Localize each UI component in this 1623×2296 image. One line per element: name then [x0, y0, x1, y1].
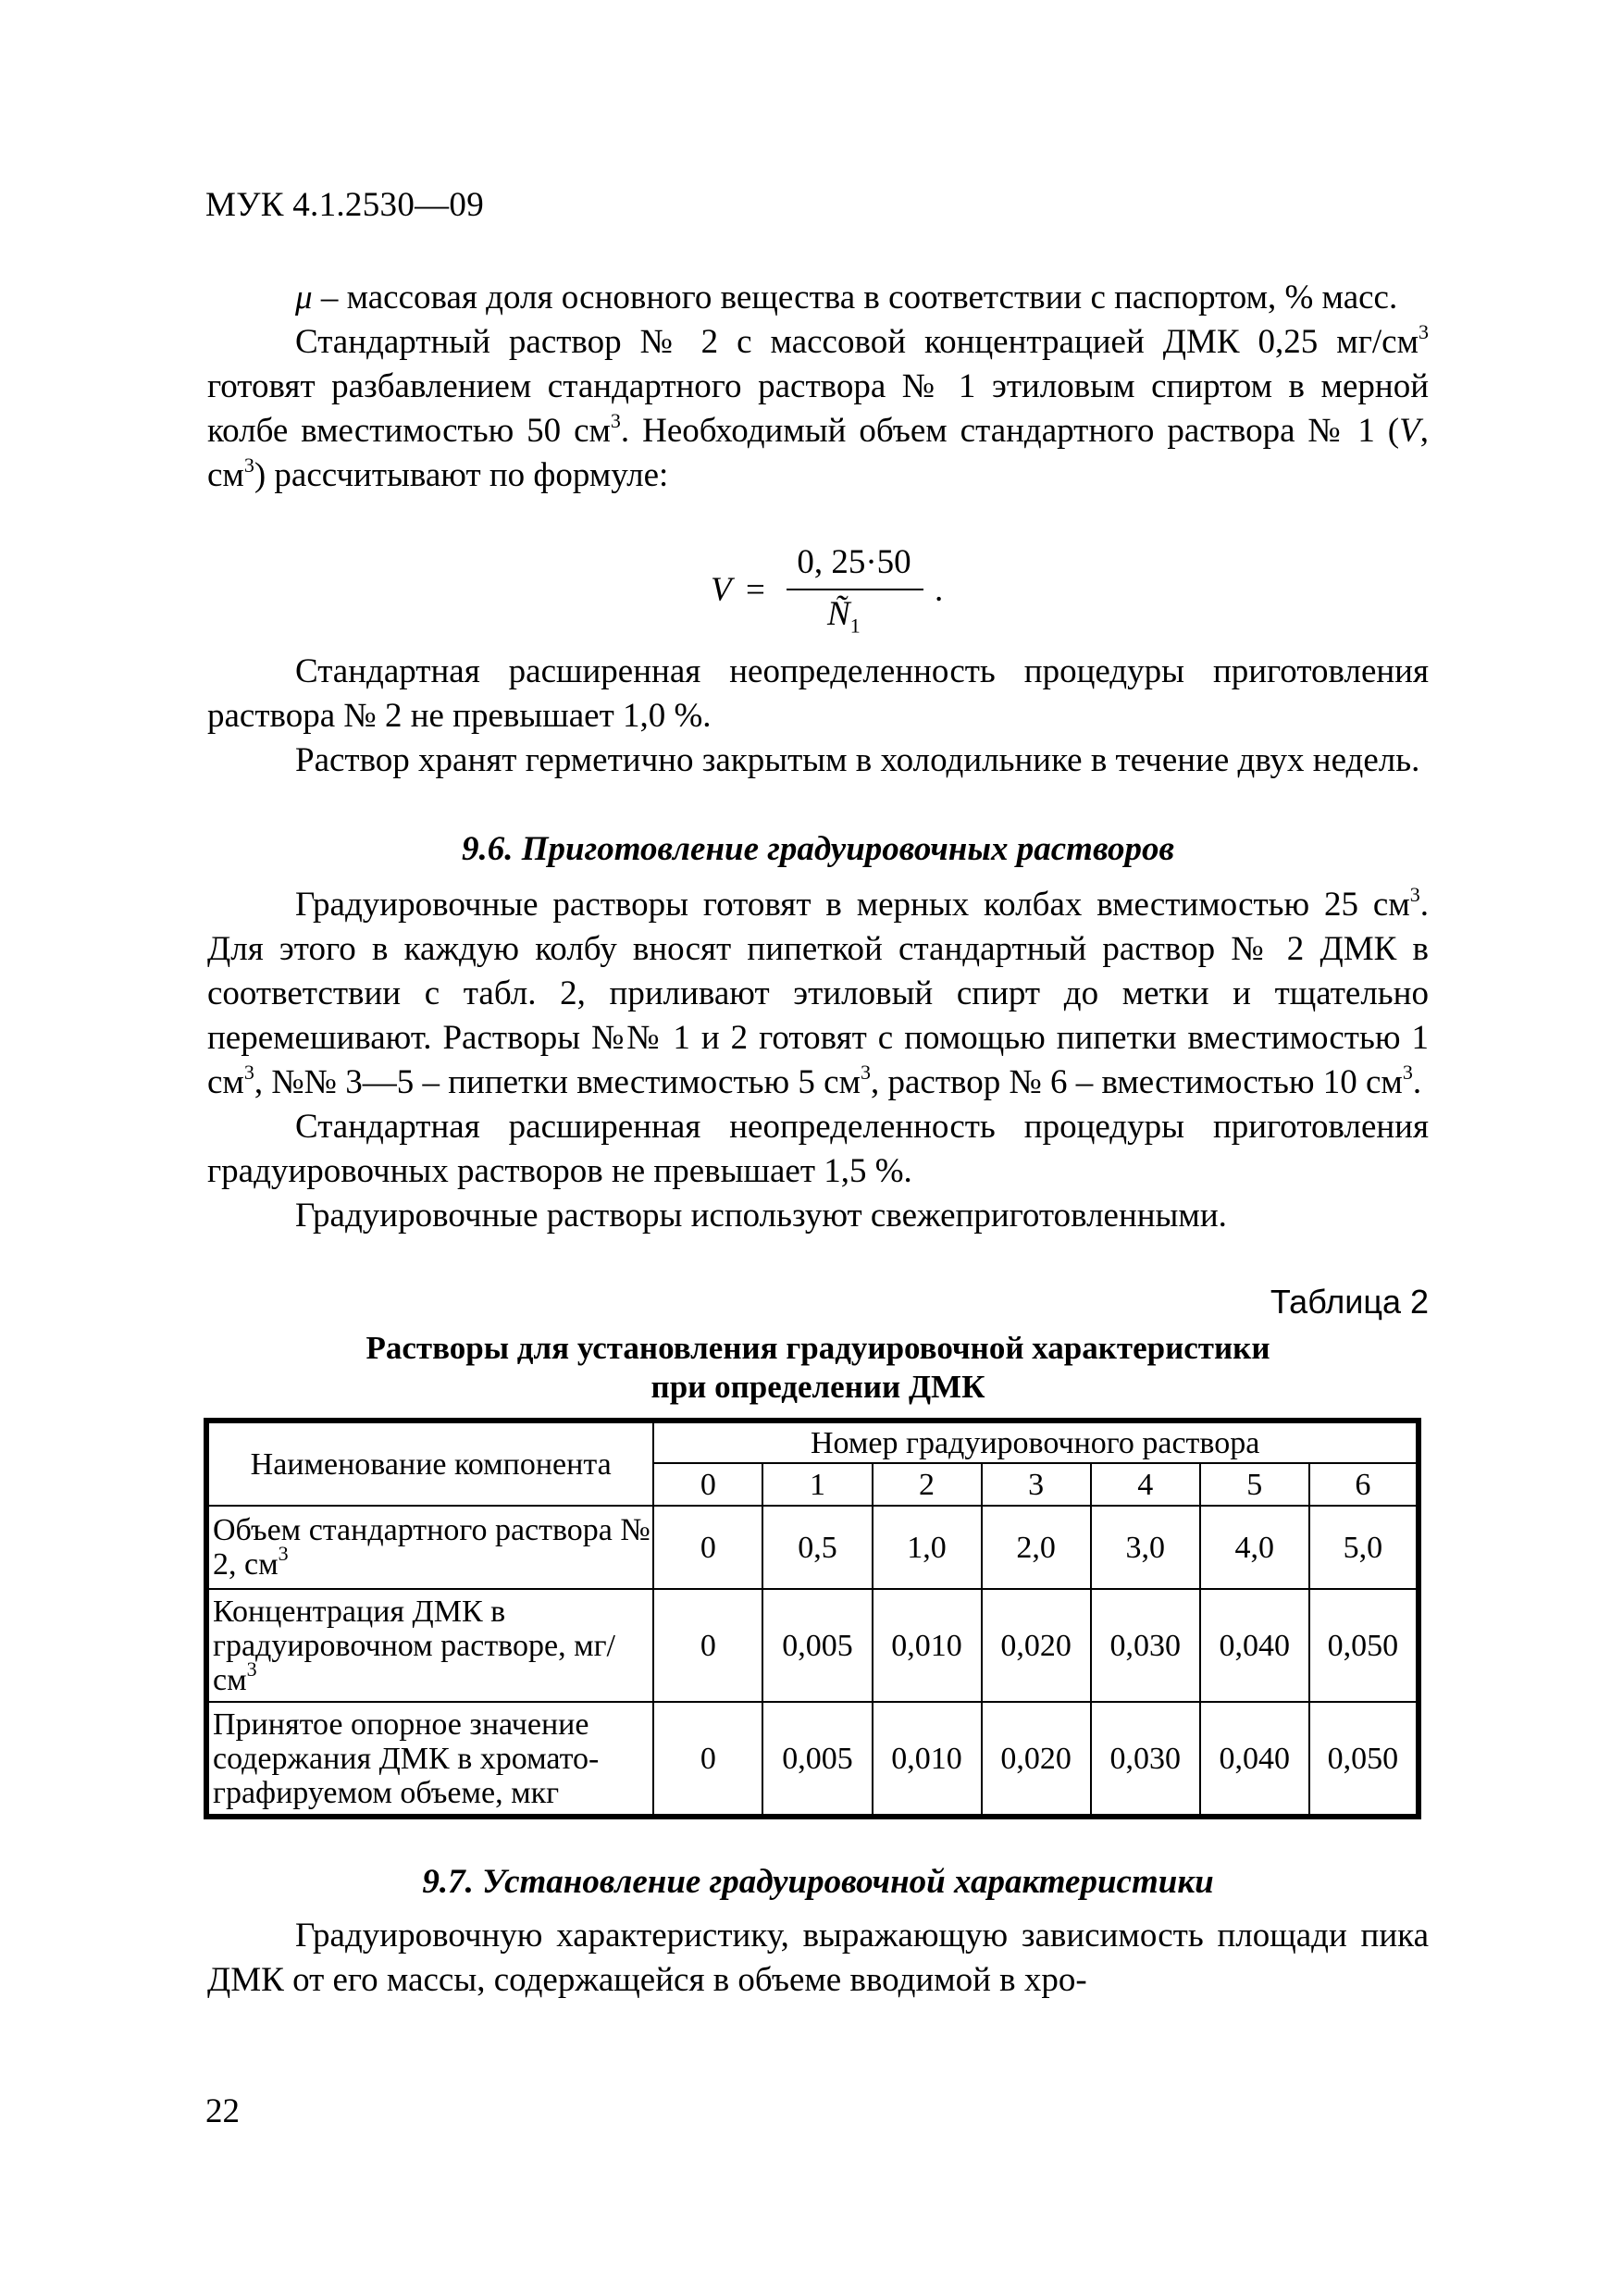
table-cell: 0,005 — [762, 1702, 872, 1817]
table-row-label — [206, 1589, 653, 1702]
body-text-top — [207, 276, 1429, 498]
table-cell: 0,030 — [1091, 1702, 1200, 1817]
table-row — [206, 1702, 1419, 1817]
row-label-sup: 3 — [278, 1542, 289, 1565]
table-number-cell: 2 — [873, 1463, 982, 1506]
table-number-cell: 1 — [762, 1463, 872, 1506]
table-cell: 0,040 — [1200, 1702, 1309, 1817]
table-number-cell: 6 — [1309, 1463, 1419, 1506]
body-text-bottom — [207, 1914, 1429, 2003]
std2-sup-1: 3 — [1419, 320, 1429, 343]
section-heading-9-7: 9.7. Установление градуировочной характеристики — [422, 1863, 1214, 1901]
row-label-text: Концентрация ДМК в градуировочном растворе, мг/см — [213, 1594, 615, 1697]
table-cell: 0,050 — [1309, 1702, 1419, 1817]
table-row — [206, 1589, 1419, 1702]
paragraph-uncertainty-2: Стандартная расширенная неопределенность процедуры приготовления градуировочных растворов не превышает 1,5 %. — [207, 1108, 1429, 1190]
std2-text-3: . Необходимый объем стандартного раствора № 1 ( — [620, 412, 1400, 450]
table-number-cell: 5 — [1200, 1463, 1309, 1506]
table-cell: 0 — [653, 1589, 762, 1702]
std2-text-1: Стандартный раствор № 2 с массовой концентрацией ДМК 0,25 мг/см — [295, 323, 1419, 361]
table-cell: 1,0 — [873, 1506, 982, 1589]
formula — [711, 542, 951, 644]
grad-text-1: Градуировочные растворы готовят в мерных колбах вместимостью 25 см — [295, 886, 1410, 924]
table-row-label — [206, 1702, 653, 1817]
std2-text-2: готовят разбавлением стандартного раствора № 1 этиловым спиртом в мерной колбе вместимостью 50 см — [207, 367, 1429, 450]
formula-denominator-symbol: Ñ — [827, 595, 850, 633]
paragraph-calibration: Градуировочную характеристику, выражающую зависимость площади пика ДМК от его массы, содержащейся в объеме вводимой в хро- — [207, 1917, 1429, 1999]
grad-text-2: . Для этого в каждую колбу вносят пипеткой стандартный раствор № 2 ДМК в соответствии с табл. 2, приливают этиловый спирт до метки и тщательно перемешивают. Растворы №№ 1 и 2 готовят с помощью пипетки вместимостью 1 см — [207, 886, 1429, 1101]
calibration-table — [204, 1418, 1421, 1819]
document-header: МУК 4.1.2530—09 — [205, 186, 485, 224]
formula-tail: . — [935, 571, 944, 609]
table-number-cell: 3 — [982, 1463, 1091, 1506]
table-title-line-2: при определении ДМК — [650, 1369, 985, 1405]
table-cell: 0,010 — [873, 1702, 982, 1817]
grad-sup-3: 3 — [861, 1061, 871, 1084]
table-title-line-1: Растворы для установления градуировочной характеристики — [365, 1330, 1270, 1366]
std2-text-4: , см — [207, 412, 1429, 494]
formula-denominator-sub: 1 — [849, 614, 861, 638]
table-title — [207, 1329, 1429, 1407]
table-header-component: Наименование компонента — [206, 1421, 653, 1506]
formula-fraction-bar — [787, 589, 923, 590]
table-cell: 3,0 — [1091, 1506, 1200, 1589]
grad-text-5: . — [1412, 1063, 1422, 1101]
std2-var-v: V — [1399, 412, 1420, 450]
grad-sup-1: 3 — [1409, 883, 1420, 906]
formula-denominator — [827, 594, 861, 638]
grad-sup-2: 3 — [243, 1061, 254, 1084]
body-text-middle — [207, 650, 1429, 783]
table-number-cell: 4 — [1091, 1463, 1200, 1506]
paragraph-mu-text: – массовая доля основного вещества в соответствии с паспортом, % масс. — [312, 279, 1398, 316]
table-cell: 0,040 — [1200, 1589, 1309, 1702]
row-label-text: Объем стандартного раствора № 2, см — [213, 1513, 650, 1582]
table-cell: 0 — [653, 1702, 762, 1817]
table-row — [206, 1506, 1419, 1589]
paragraph-fresh: Градуировочные растворы используют свежеприготовленными. — [295, 1197, 1227, 1235]
table-cell: 0,020 — [982, 1702, 1091, 1817]
std2-sup-2: 3 — [610, 409, 621, 432]
formula-equals: = — [746, 571, 765, 609]
table-cell: 0,050 — [1309, 1589, 1419, 1702]
table-header-solution-number: Номер градуировочного раствора — [653, 1421, 1419, 1463]
section-heading-9-6: 9.6. Приготовление градуировочных растворов — [461, 830, 1175, 868]
paragraph-storage: Раствор хранят герметично закрытым в холодильнике в течение двух недель. — [295, 741, 1420, 779]
std2-text-5: ) рассчитывают по формуле: — [254, 456, 669, 494]
mu-symbol: μ — [295, 279, 313, 316]
std2-sup-3: 3 — [243, 453, 254, 477]
row-label-sup: 3 — [246, 1657, 257, 1681]
table-caption: Таблица 2 — [1270, 1283, 1429, 1321]
table-cell: 2,0 — [982, 1506, 1091, 1589]
table-cell: 0,030 — [1091, 1589, 1200, 1702]
table-cell: 0 — [653, 1506, 762, 1589]
row-label-text: Принятое опорное значение содержания ДМК в хромато-графируемом объеме, мкг — [213, 1706, 600, 1810]
table-number-cell: 0 — [653, 1463, 762, 1506]
body-text-grad — [207, 883, 1429, 1238]
table-cell: 4,0 — [1200, 1506, 1309, 1589]
grad-sup-4: 3 — [1402, 1061, 1413, 1084]
table-cell: 5,0 — [1309, 1506, 1419, 1589]
formula-numerator: 0, 25·50 — [797, 543, 911, 581]
grad-text-4: , раствор № 6 – вместимостью 10 см — [871, 1063, 1403, 1101]
table-cell: 0,5 — [762, 1506, 872, 1589]
table-cell: 0,005 — [762, 1589, 872, 1702]
formula-lhs: V — [711, 571, 732, 609]
table-cell: 0,020 — [982, 1589, 1091, 1702]
grad-text-3: , №№ 3—5 – пипетки вместимостью 5 см — [254, 1063, 861, 1101]
paragraph-grad-solutions — [207, 883, 1429, 1105]
paragraph-mu — [207, 276, 1429, 320]
paragraph-standard-solution-2 — [207, 320, 1429, 498]
page-number: 22 — [205, 2092, 240, 2130]
paragraph-uncertainty-1: Стандартная расширенная неопределенность процедуры приготовления раствора № 2 не превышает 1,0 %. — [207, 652, 1429, 735]
table-row-label — [206, 1506, 653, 1589]
table-cell: 0,010 — [873, 1589, 982, 1702]
